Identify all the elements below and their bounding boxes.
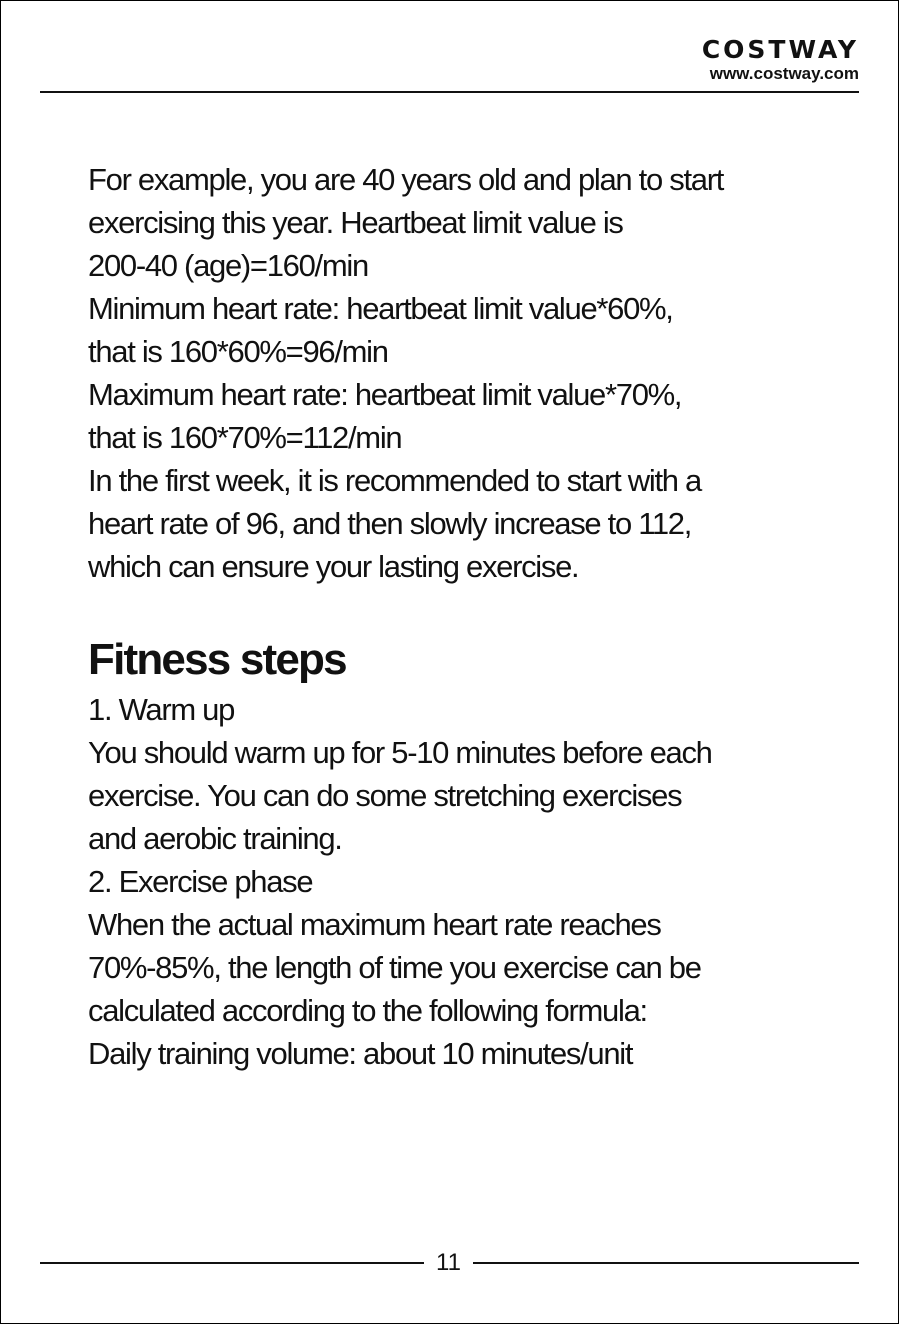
section-title: Fitness steps [88,635,346,684]
brand-name: COSTWAY [701,35,859,64]
header-divider [40,91,859,93]
body-line: calculated according to the following formula: [88,993,647,1028]
body-line: You should warm up for 5-10 minutes before each [88,735,712,770]
body-line: For example, you are 40 years old and plan to start [88,162,724,197]
page-number: 11 [436,1249,461,1276]
step-title-exercise-phase: 2. Exercise phase [88,864,313,899]
brand-url: www.costway.com [709,64,859,83]
brand-logo [702,36,859,84]
page-footer [40,1248,859,1278]
body-line: Daily training volume: about 10 minutes/unit [88,1036,633,1071]
body-line: In the first week, it is recommended to start with a [88,463,701,498]
body-line: 200-40 (age)=160/min [88,248,368,283]
footer-divider-left [40,1262,424,1264]
body-line: heart rate of 96, and then slowly increase to 112, [88,506,692,541]
body-line: that is 160*70%=112/min [88,420,402,455]
body-line: and aerobic training. [88,821,342,856]
body-line: exercising this year. Heartbeat limit value is [88,205,623,240]
body-line: Maximum heart rate: heartbeat limit value*70%, [88,377,682,412]
body-line: that is 160*60%=96/min [88,334,388,369]
body-line: 70%-85%, the length of time you exercise can be [88,950,701,985]
main-content [88,158,828,1075]
paragraph-gap [88,588,828,631]
body-line: which can ensure your lasting exercise. [88,549,579,584]
body-line: Minimum heart rate: heartbeat limit value*60%, [88,291,673,326]
step-title-warm-up: 1. Warm up [88,692,235,727]
body-line: exercise. You can do some stretching exercises [88,778,682,813]
footer-divider-right [473,1262,859,1264]
body-line: When the actual maximum heart rate reaches [88,907,661,942]
